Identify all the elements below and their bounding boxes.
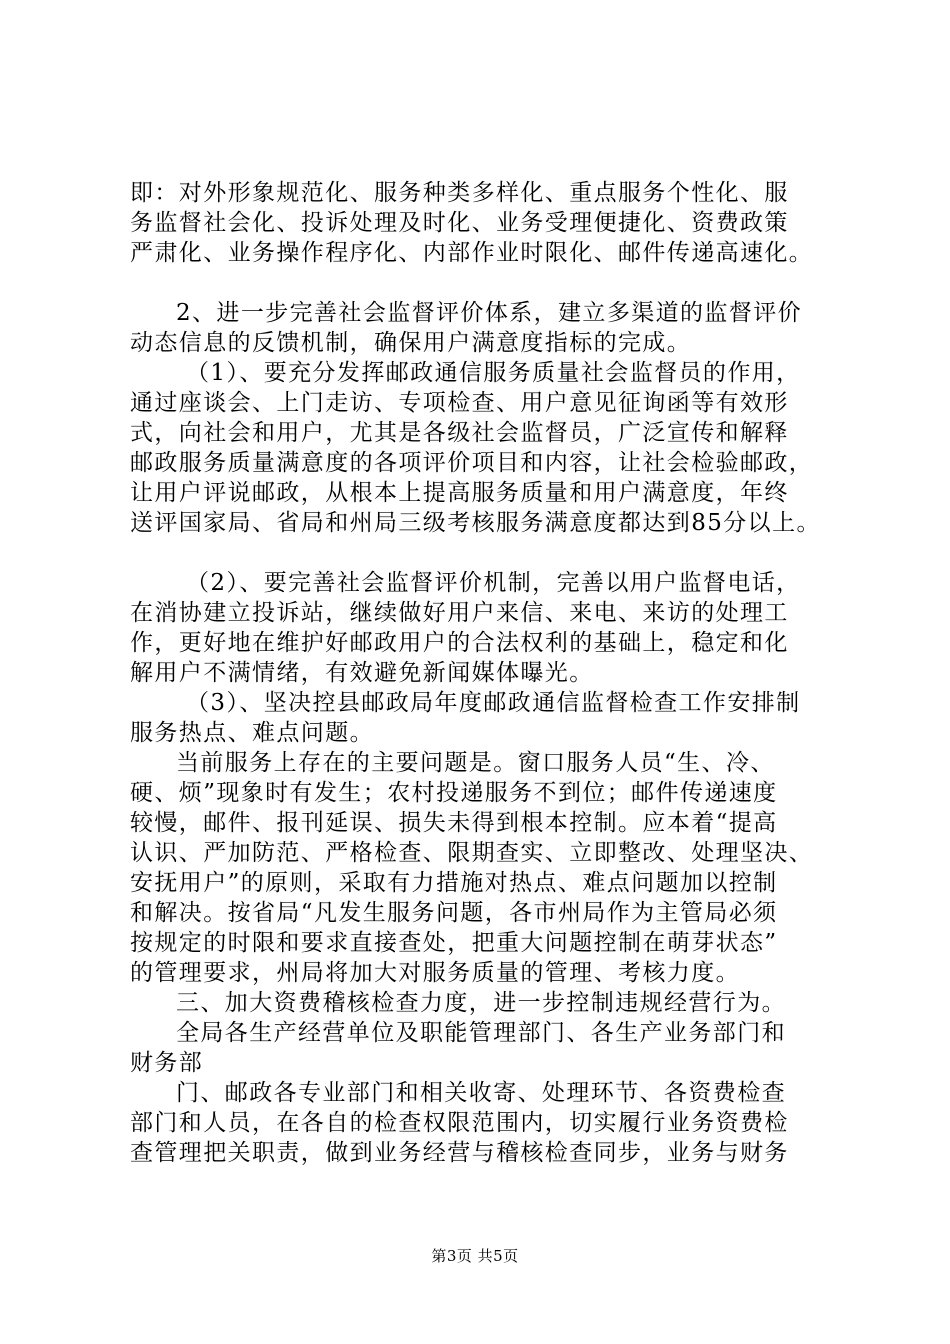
- text-line: 按规定的时限和要求直接查处，把重大问题控制在萌芽状态”: [130, 930, 778, 956]
- text-line: （3）、坚决控县邮政局年度邮政通信监督检查工作安排制: [186, 690, 801, 716]
- section-heading: 三、加大资费稽核检查力度，进一步控制违规经营行为。: [176, 990, 786, 1016]
- text-line: 式，向社会和用户，尤其是各级社会监督员，广泛宣传和解释: [130, 420, 789, 446]
- text-line: 让用户评说邮政，从根本上提高服务质量和用户满意度，年终: [130, 480, 789, 506]
- text-line: 全局各生产经营单位及职能管理部门、各生产业务部门和: [176, 1020, 786, 1046]
- text-line: 财务部: [130, 1050, 204, 1076]
- text-line: 和解决。按省局“凡发生服务问题，各市州局作为主管局必须: [130, 900, 778, 926]
- text-line: 当前服务上存在的主要问题是。窗口服务人员“生、冷、: [176, 750, 775, 776]
- text-line: 作，更好地在维护好邮政用户的合法权利的基础上，稳定和化: [130, 630, 789, 656]
- text-line: 在消协建立投诉站，继续做好用户来信、来电、来访的处理工: [130, 600, 789, 626]
- text-line: 解用户不满情绪，有效避免新闻媒体曝光。: [130, 660, 594, 686]
- text-line: 2、进一步完善社会监督评价体系，建立多渠道的监督评价: [176, 300, 803, 326]
- text-line: （2）、要完善社会监督评价机制，完善以用户监督电话，: [186, 570, 801, 596]
- text-line: 送评国家局、省局和州局三级考核服务满意度都达到85分以上。: [130, 510, 821, 536]
- text-line: 较慢，邮件、报刊延误、损失未得到根本控制。应本着“提高: [130, 810, 778, 836]
- text-line: 通过座谈会、上门走访、专项检查、用户意见征询函等有效形: [130, 390, 789, 416]
- text-line: （1）、要充分发挥邮政通信服务质量社会监督员的作用，: [186, 360, 801, 386]
- text-line: 查管理把关职责，做到业务经营与稽核检查同步，业务与财务: [130, 1140, 789, 1166]
- text-line: 硬、烦”现象时有发生；农村投递服务不到位；邮件传递速度: [130, 780, 778, 806]
- text-line: 部门和人员，在各自的检查权限范围内，切实履行业务资费检: [130, 1110, 789, 1136]
- text-line: 严肃化、业务操作程序化、内部作业时限化、邮件传递高速化。: [130, 240, 814, 266]
- text-line: 认识、严加防范、严格检查、限期查实、立即整改、处理坚决、: [130, 840, 814, 866]
- text-line: 邮政服务质量满意度的各项评价项目和内容，让社会检验邮政，: [130, 450, 814, 476]
- text-line: 安抚用户”的原则，采取有力措施对热点、难点问题加以控制: [130, 870, 778, 896]
- text-line: 即：对外形象规范化、服务种类多样化、重点服务个性化、服: [130, 180, 789, 206]
- text-line: 门、邮政各专业部门和相关收寄、处理环节、各资费检查: [176, 1080, 786, 1106]
- text-line: 务监督社会化、投诉处理及时化、业务受理便捷化、资费政策: [130, 210, 789, 236]
- text-line: 的管理要求，州局将加大对服务质量的管理、考核力度。: [130, 960, 740, 986]
- page-number-footer: 第3页 共5页: [431, 1247, 519, 1265]
- text-line: 服务热点、难点问题。: [130, 720, 374, 746]
- text-line: 动态信息的反馈机制，确保用户满意度指标的完成。: [130, 330, 692, 356]
